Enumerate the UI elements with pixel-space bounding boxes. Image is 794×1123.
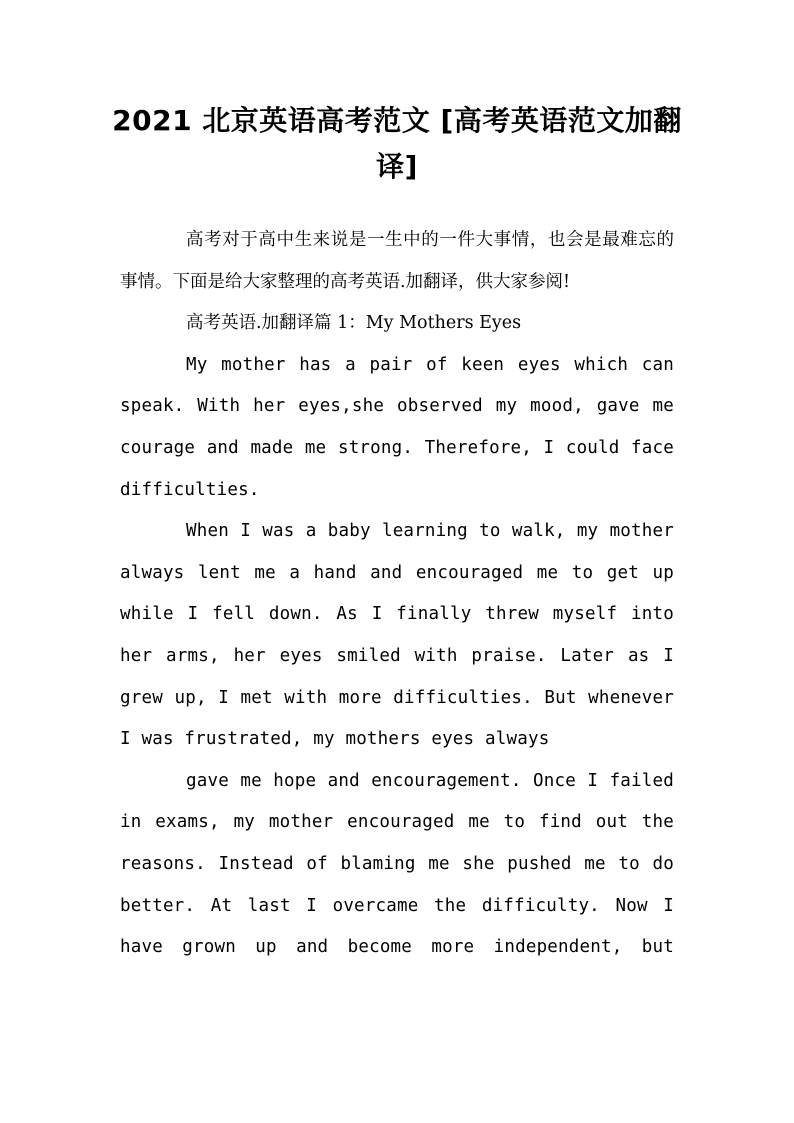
document-body xyxy=(120,220,674,969)
page-title: 2021 北京英语高考范文 [高考英语范文加翻译] xyxy=(112,104,682,183)
essay-paragraph-2: When I was a baby learning to walk, my mother always lent me a hand and encouraged me to get up while I fell down. As I finally threw myself into her arms, her eyes smiled with praise. Later as I grew up, I met with more difficulties. But whenever I was frustrated, my mothers eyes always xyxy=(120,521,674,750)
section-heading: 高考英语.加翻译篇 1：My Mothers Eyes xyxy=(186,313,522,334)
essay-paragraph-1: My mother has a pair of keen eyes which can speak. With her eyes,she observed my mood, gave me courage and made me strong. Therefore, I could face difficulties. xyxy=(120,354,674,500)
essay-paragraph-3: gave me hope and encouragement. Once I failed in exams, my mother encouraged me to find out the reasons. Instead of blaming me she pushed me to do better. At last I overcame the difficulty. Now I have grown up and become more independent, but xyxy=(120,770,674,958)
intro-paragraph: 高考对于高中生来说是一生中的一件大事情，也会是最难忘的事情。下面是给大家整理的高考英语.加翻译，供大家参阅! xyxy=(120,230,674,292)
